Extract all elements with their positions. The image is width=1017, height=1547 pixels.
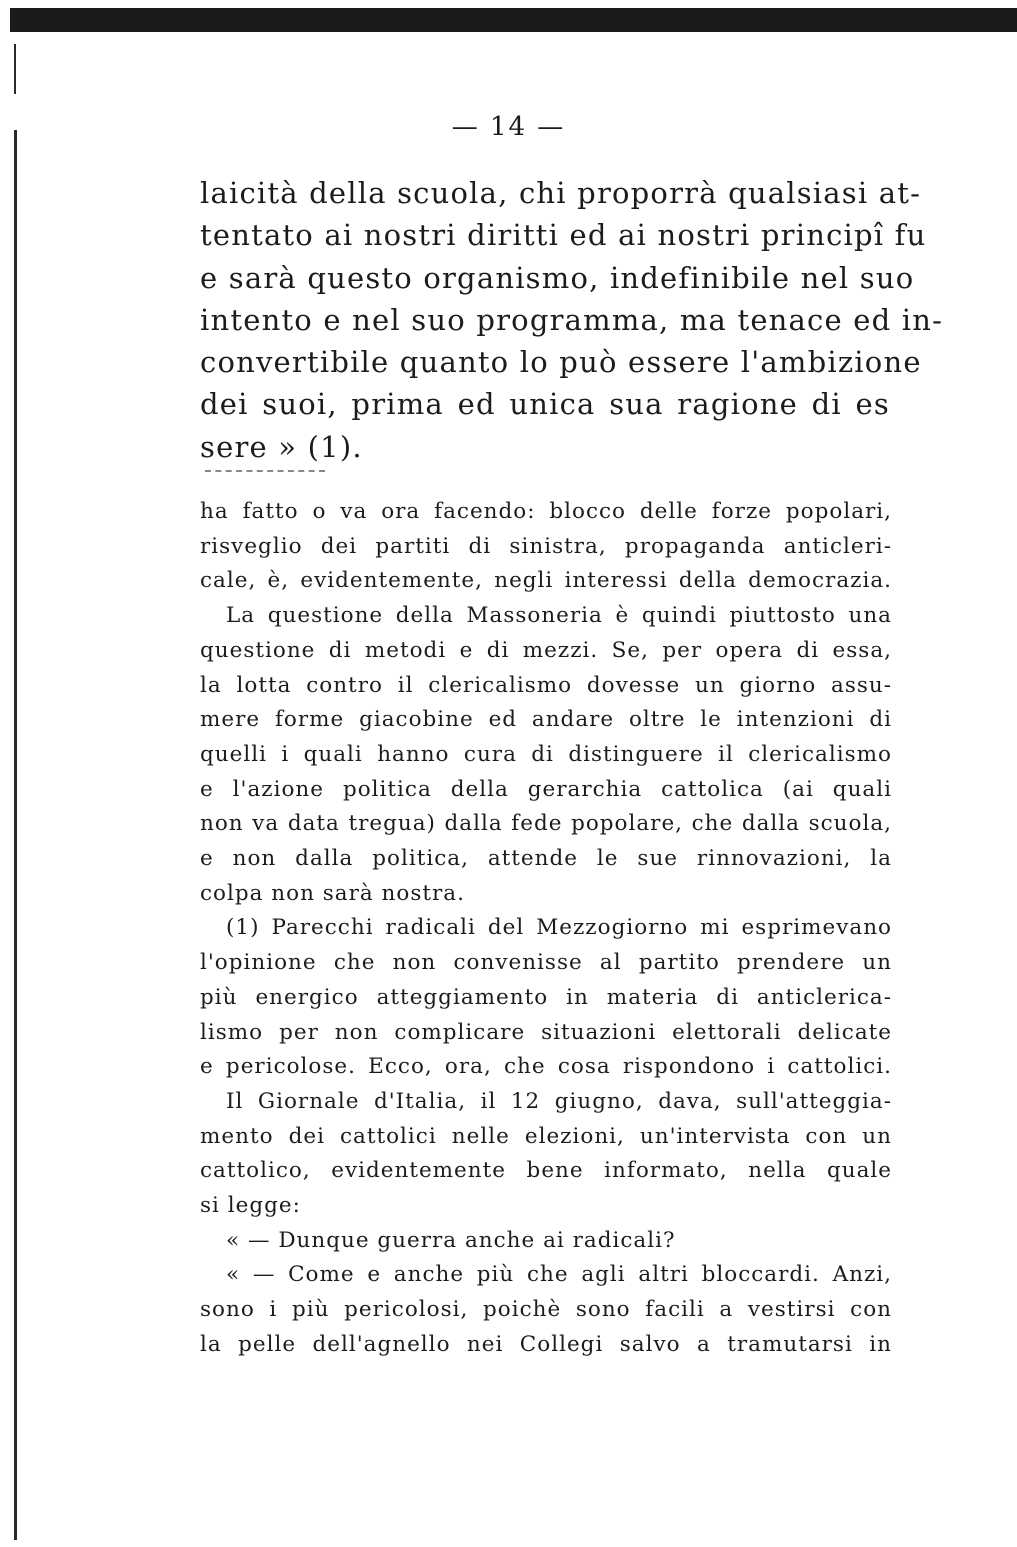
footnote-line: più energico atteggiamento in materia di anticlerica- xyxy=(200,984,892,1010)
page-number: — 14 — xyxy=(451,112,566,142)
footnote-separator xyxy=(205,470,325,472)
body-line: la lotta contro il clericalismo dovesse un giorno assu- xyxy=(200,672,892,698)
footnote-line: e pericolose. Ecco, ora, che cosa rispondono i cattolici. xyxy=(200,1054,892,1080)
body-line: cale, è, evidentemente, negli interessi della democrazia. xyxy=(200,568,892,594)
body-line: ha fatto o va ora facendo: blocco delle forze popolari, xyxy=(200,499,892,524)
dialogue-line: « — Come e anche più che agli altri bloccardi. Anzi, xyxy=(226,1262,892,1288)
footnote-line: cattolico, evidentemente bene informato, nella quale xyxy=(200,1158,892,1184)
scan-left-tick xyxy=(14,44,16,94)
body-line: e l'azione politica della gerarchia cattolica (ai quali xyxy=(200,776,892,802)
main-text-line: tentato ai nostri diritti ed ai nostri principî fu xyxy=(200,218,927,253)
footnote-line: (1) Parecchi radicali del Mezzogiorno mi esprimevano xyxy=(226,915,892,941)
body-line: La questione della Massoneria è quindi piuttosto una xyxy=(226,603,892,629)
footnote-block xyxy=(200,495,892,1363)
dialogue-line: « — Dunque guerra anche ai radicali? xyxy=(226,1227,676,1253)
footnote-line: l'opinione che non convenisse al partito prendere un xyxy=(200,950,892,976)
footnote-line: Il Giornale d'Italia, il 12 giugno, dava, sull'atteggia- xyxy=(226,1088,892,1114)
main-text-line: e sarà questo organismo, indefinibile nel suo xyxy=(200,260,915,295)
body-line: quelli i quali hanno cura di distinguere il clericalismo xyxy=(200,741,892,767)
body-line: questione di metodi e di mezzi. Se, per opera di essa, xyxy=(200,637,892,663)
body-line: non va data tregua) dalla fede popolare, che dalla scuola, xyxy=(200,811,892,837)
main-text-line: laicità della scuola, chi proporrà qualsiasi at- xyxy=(200,176,922,210)
dialogue-line: sono i più pericolosi, poichè sono facili a vestirsi con xyxy=(200,1297,892,1323)
footnote-line: si legge: xyxy=(200,1193,301,1219)
body-line: risveglio dei partiti di sinistra, propaganda anticleri- xyxy=(200,533,892,559)
main-text-line: dei suoi, prima ed unica sua ragione di es xyxy=(200,387,890,422)
main-text-line: convertibile quanto lo può essere l'ambizione xyxy=(200,345,922,380)
dialogue-line: la pelle dell'agnello nei Collegi salvo a tramutarsi in xyxy=(200,1331,892,1357)
body-line: mere forme giacobine ed andare oltre le intenzioni di xyxy=(200,707,892,733)
footnote-line: lismo per non complicare situazioni elettorali delicate xyxy=(200,1019,892,1045)
main-text-block xyxy=(200,172,944,468)
scan-left-edge xyxy=(14,130,17,1540)
footnote-line: mento dei cattolici nelle elezioni, un'intervista con un xyxy=(200,1123,892,1149)
main-text-line: sere » (1). xyxy=(200,429,363,464)
main-text-line: intento e nel suo programma, ma tenace ed in- xyxy=(200,302,944,337)
scan-top-border xyxy=(10,8,1017,32)
body-line: colpa non sarà nostra. xyxy=(200,880,465,906)
body-line: e non dalla politica, attende le sue rinnovazioni, la xyxy=(200,846,892,872)
